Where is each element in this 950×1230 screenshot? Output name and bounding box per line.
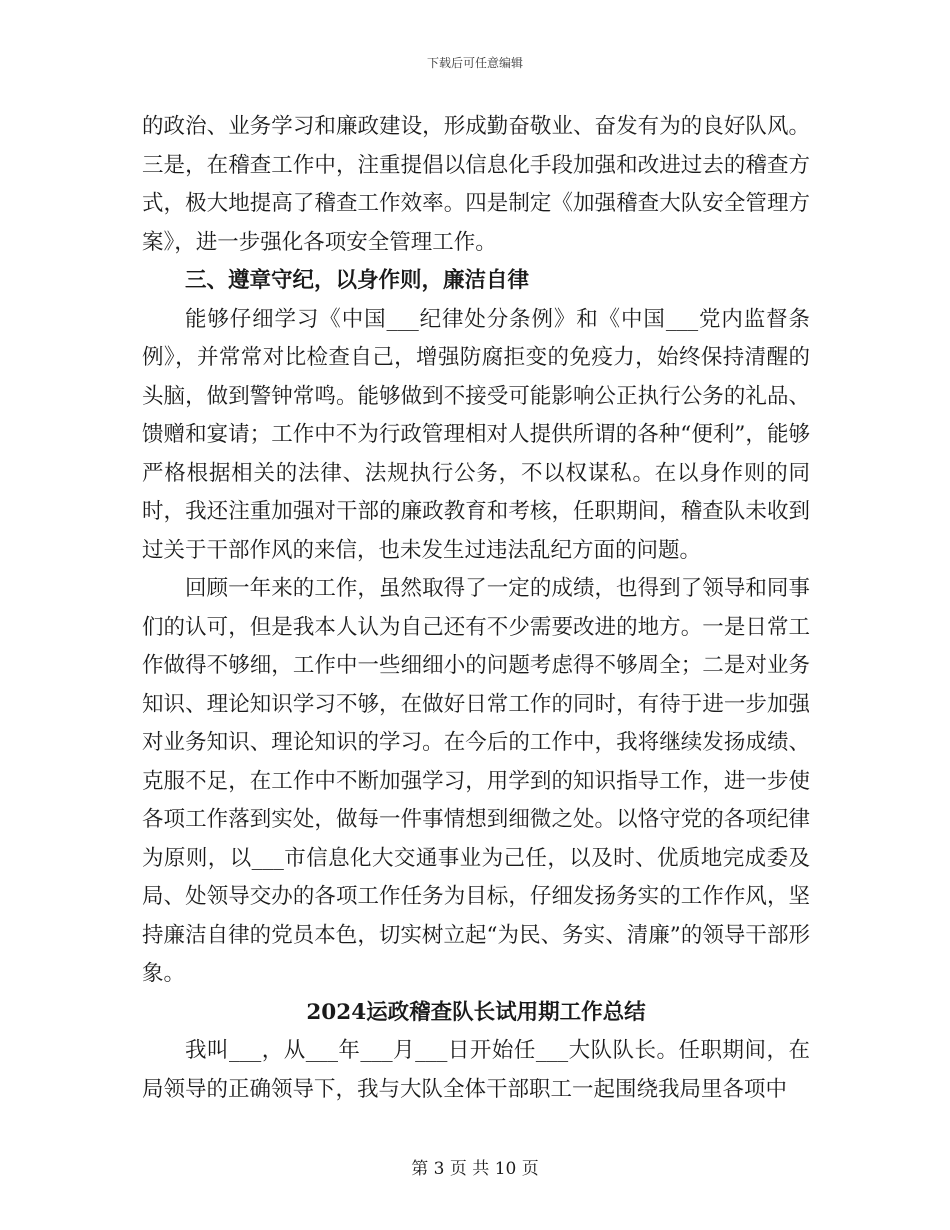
paragraph-discipline: 能够仔细学习《中国___纪律处分条例》和《中国___党内监督条例》，并常常对比检查自己，增强防腐拒变的免疫力，始终保持清醒的头脑，做到警钟常鸣。能够做到不接受可能影响公正执行公务的礼品、馈赠和宴请；工作中不为行政管理相对人提供所谓的各种“便利”，能够严格根据相关的法律、法规执行公务，不以权谋私。在以身作则的同时，我还注重加强对干部的廉政教育和考核，任职期间，稽查队未收到过关于干部作风的来信，也未发生过违法乱纪方面的问题。 — [142, 306, 810, 563]
paragraph-review: 回顾一年来的工作，虽然取得了一定的成绩，也得到了领导和同事们的认可，但是我本人认为自己还有不少需要改进的地方。一是日常工作做得不够细，工作中一些细细小的问题考虑得不够周全；二是对业务知识、理论知识学习不够，在做好日常工作的同时，有待于进一步加强对业务知识、理论知识的学习。在今后的工作中，我将继续发扬成绩、克服不足，在工作中不断加强学习，用学到的知识指导工作，进一步使各项工作落到实处，做每一件事情想到细微之处。以恪守党的各项纪律为原则，以___市信息化大交通事业为己任，以及时、优质地完成委及局、处领导交办的各项工作任务为目标，仔细发扬务实的工作作风，坚持廉洁自律的党员本色，切实树立起“为民、务实、清廉”的领导干部形象。 — [142, 576, 810, 986]
page-number: 第 3 页 共 10 页 — [411, 1159, 539, 1179]
document-body — [142, 108, 810, 1109]
document-title: 2024运政稽查队长试用期工作总结 — [306, 999, 646, 1025]
header-note: 下载后可任意编辑 — [426, 56, 523, 70]
paragraph-intro: 我叫___，从___年___月___日开始任___大队队长。任职期间，在局领导的正确领导下，我与大队全体干部职工一起围绕我局里各项中 — [142, 1038, 810, 1102]
section-heading: 三、遵章守纪，以身作则，廉洁自律 — [185, 268, 530, 293]
paragraph-continued: 的政治、业务学习和廉政建设，形成勤奋敬业、奋发有为的良好队风。三是，在稽查工作中，注重提倡以信息化手段加强和改进过去的稽查方式，极大地提高了稽查工作效率。四是制定《加强稽查大队安全管理方案》，进一步强化各项安全管理工作。 — [142, 114, 810, 255]
